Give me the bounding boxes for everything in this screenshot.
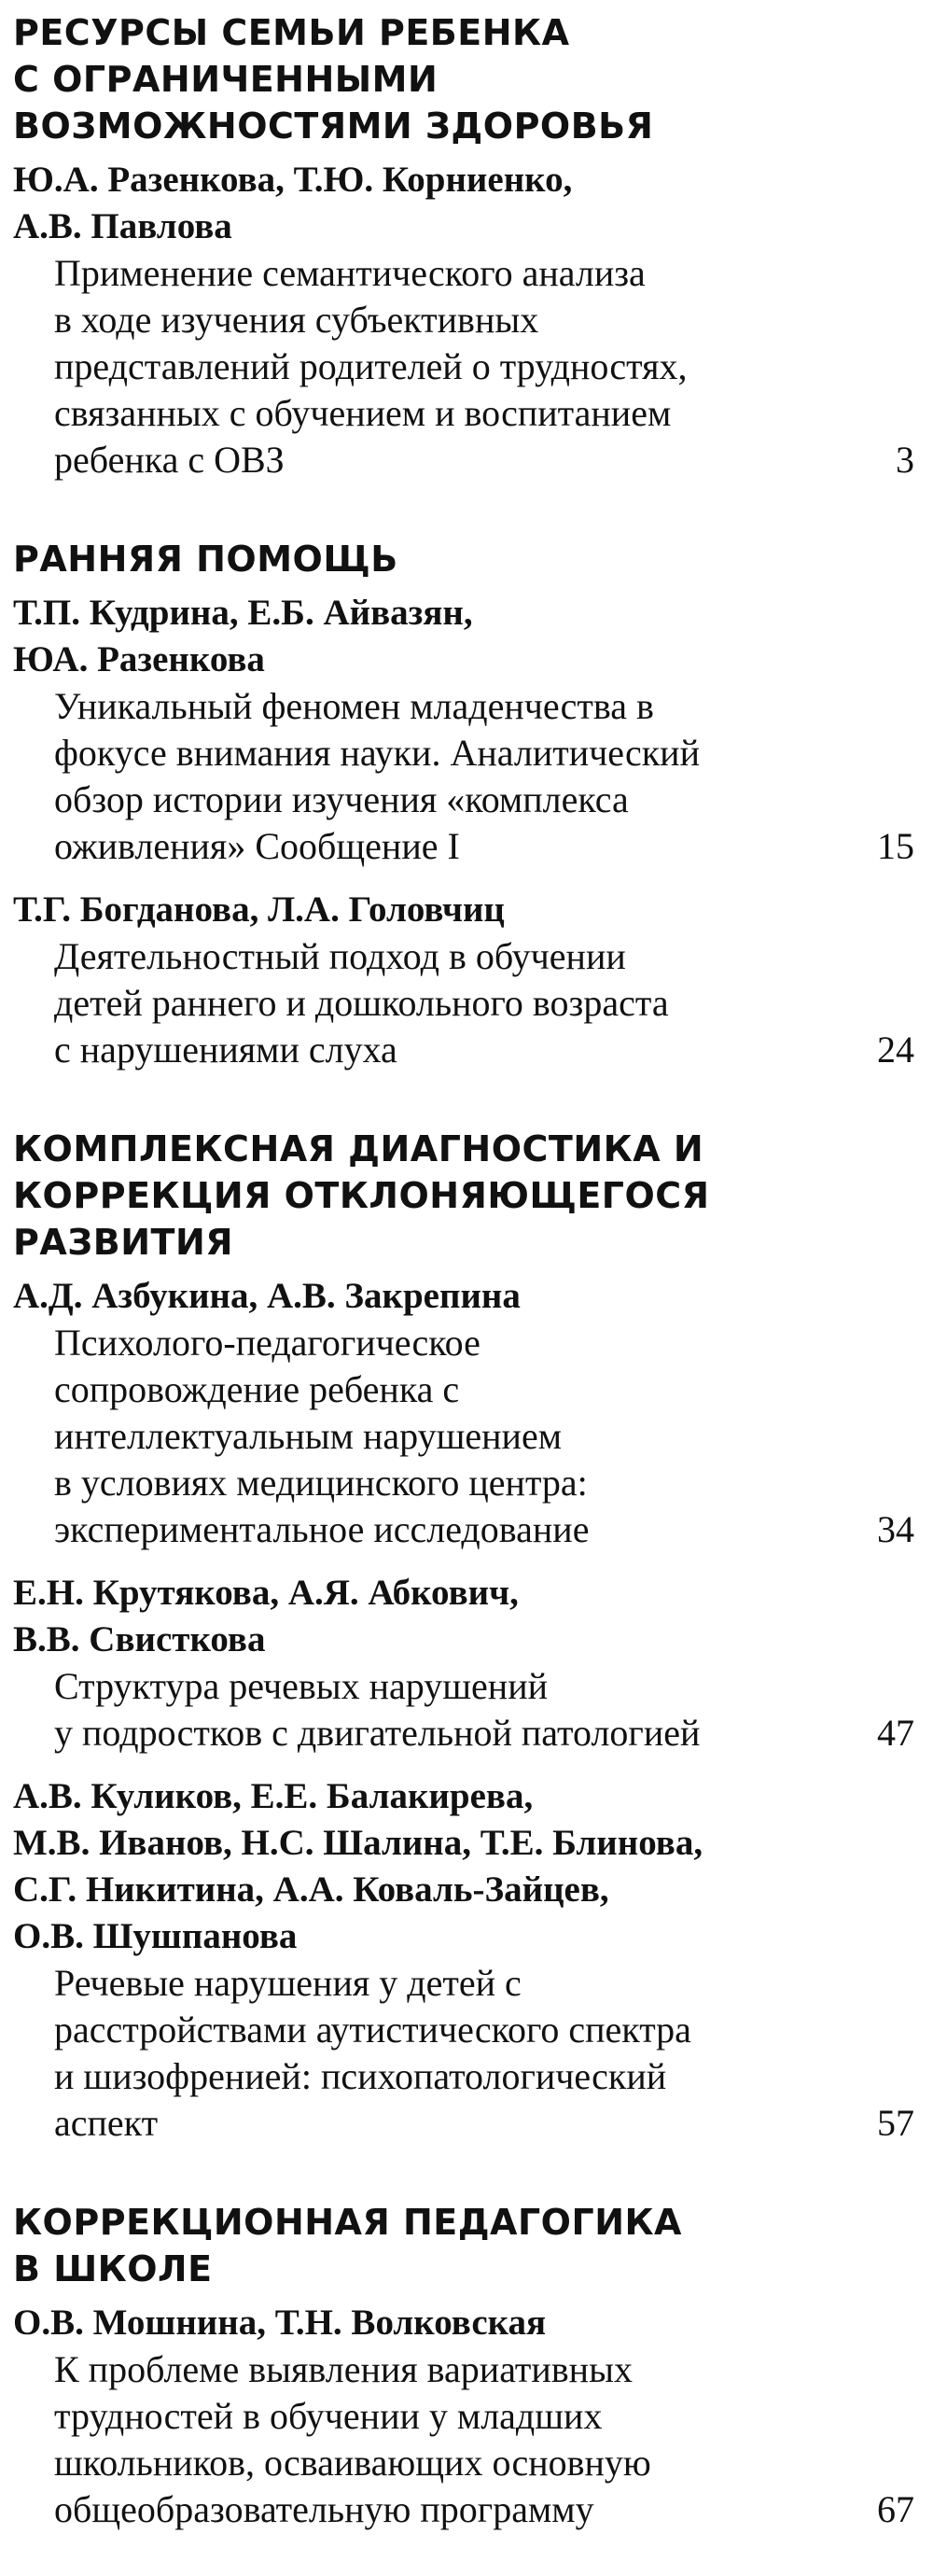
article-authors: А.В. Куликов, Е.Е. Балакирева, М.В. Иванов, Н.С. Шалина, Т.Е. Блинова, С.Г. Никитина, А.А. Коваль-Зайцев, О.В. Шушпанова: [13, 1776, 703, 1956]
article-authors: О.В. Мошнина, Т.Н. Волковская: [13, 2303, 547, 2343]
article-line: [13, 1663, 914, 1757]
toc-entry[interactable]: [13, 1570, 914, 1757]
article-title: Применение семантического анализа в ходе изучения субъективных представлений родителей о трудностях, связанных с обучением и воспитанием ребенка с ОВЗ: [54, 252, 688, 481]
section-heading: РЕСУРСЫ СЕМЬИ РЕБЕНКА С ОГРАНИЧЕННЫМИ ВОЗМОЖНОСТЯМИ ЗДОРОВЬЯ: [13, 12, 654, 147]
page-number: 3: [896, 439, 914, 481]
article-line: [13, 1320, 914, 1553]
toc-section: [13, 9, 914, 483]
article-authors: Ю.А. Разенкова, Т.Ю. Корниенко, А.В. Павлова: [13, 160, 573, 246]
article-title: К проблеме выявления вариативных трудностей в обучении у младших школьников, осваивающих основную общеобразовательную программу: [54, 2348, 651, 2530]
section-heading: КОРРЕКЦИОННАЯ ПЕДАГОГИКА В ШКОЛЕ: [13, 2202, 682, 2289]
article-authors: Е.Н. Крутякова, А.Я. Абкович, В.В. Свисткова: [13, 1573, 519, 1659]
article-line: [13, 250, 914, 483]
article-title: Речевые нарушения у детей с расстройствами аутистического спектра и шизофренией: психопатологический аспект: [54, 1962, 691, 2144]
article-title: Деятельностный подход в обучении детей раннего и дошкольного возраста с нарушениями слуха: [54, 935, 669, 1071]
section-heading: РАННЯЯ ПОМОЩЬ: [13, 539, 398, 580]
page-number: 57: [877, 2102, 914, 2144]
toc-entry[interactable]: [13, 887, 914, 1073]
page-number: 24: [877, 1029, 914, 1071]
article-line: [13, 2346, 914, 2533]
article-authors: Т.Г. Богданова, Л.А. Головчиц: [13, 889, 505, 930]
article-title: Психолого-педагогическое сопровождение ребенка с интеллектуальным нарушением в условиях медицинского центра: экспериментальное исследование: [54, 1322, 590, 1550]
toc-section: [13, 1126, 914, 2147]
article-authors: А.Д. Азбукина, А.В. Закрепина: [13, 1276, 521, 1316]
toc-entry[interactable]: [13, 590, 914, 870]
section-heading: КОМПЛЕКСНАЯ ДИАГНОСТИКА И КОРРЕКЦИЯ ОТКЛОНЯЮЩЕГОСЯ РАЗВИТИЯ: [13, 1128, 710, 1263]
toc-entry[interactable]: [13, 1273, 914, 1553]
article-line: [13, 683, 914, 870]
page-number: 67: [877, 2488, 914, 2530]
toc-section: [13, 536, 914, 1073]
toc-entry[interactable]: [13, 157, 914, 483]
page-number: 15: [877, 825, 914, 867]
toc-section: [13, 2199, 914, 2533]
article-title: Структура речевых нарушений у подростков с двигательной патологией: [54, 1665, 701, 1754]
article-title: Уникальный феномен младенчества в фокусе внимания науки. Аналитический обзор истории изучения «комплекса оживления» Сообщение I: [54, 685, 700, 867]
article-line: [13, 933, 914, 1073]
article-authors: Т.П. Кудрина, Е.Б. Айвазян, ЮА. Разенкова: [13, 593, 473, 679]
toc-entry[interactable]: [13, 2300, 914, 2533]
article-line: [13, 1960, 914, 2147]
page-number: 34: [877, 1508, 914, 1550]
page-number: 47: [877, 1712, 914, 1754]
toc-entry[interactable]: [13, 1773, 914, 2147]
